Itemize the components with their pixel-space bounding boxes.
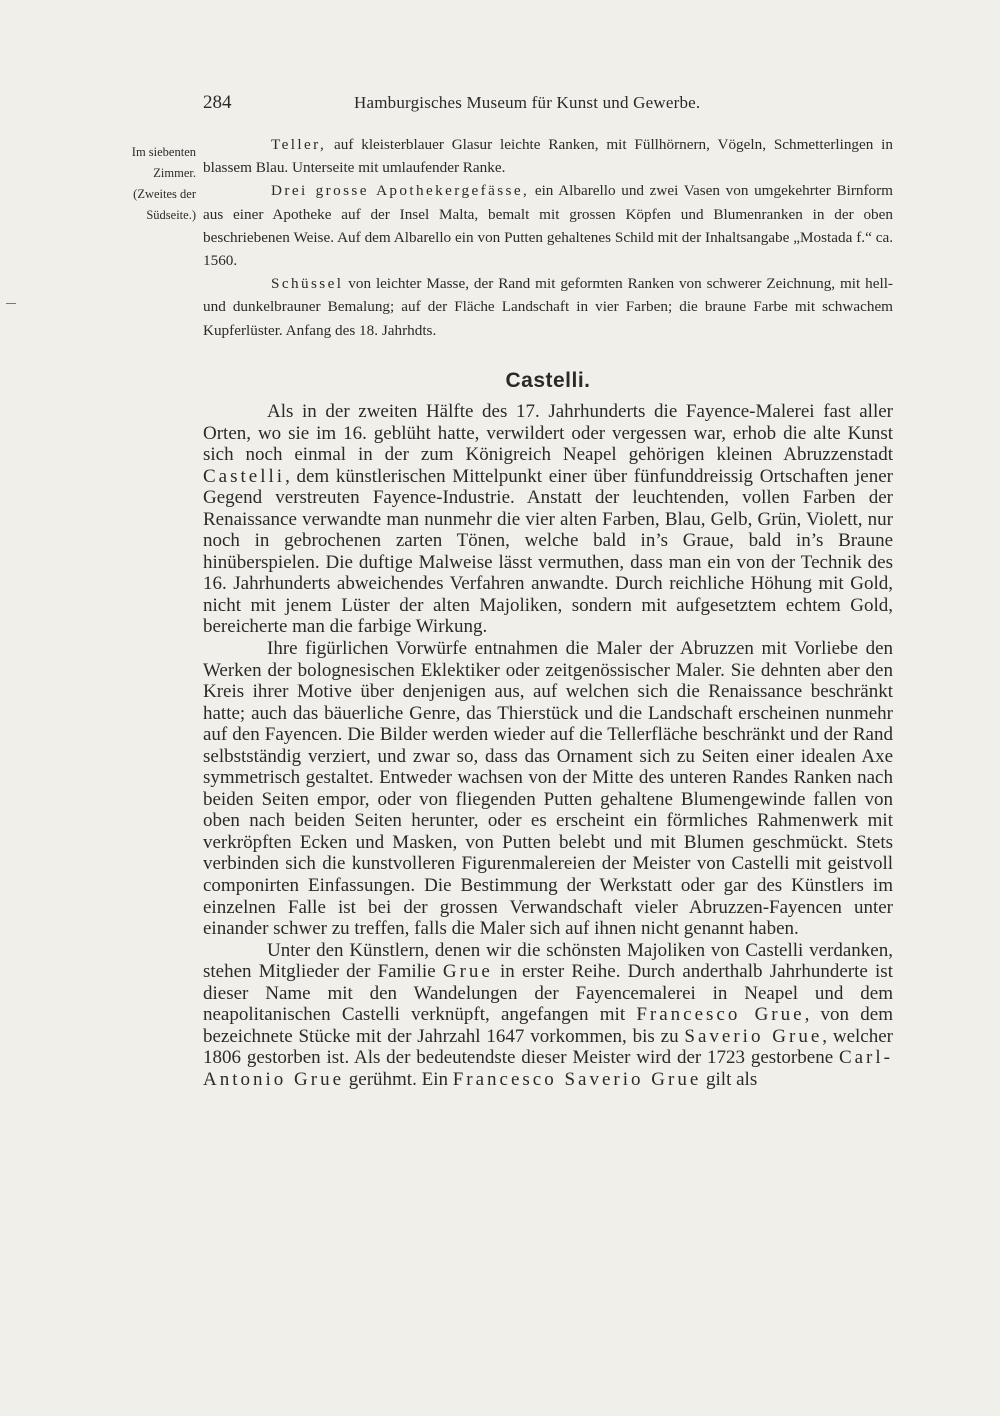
spaced-name: Grue bbox=[442, 961, 493, 983]
entry-text: von leichter Masse, der Rand mit geformten Ranken von schwerer Zeichnung, mit hell- und dunkelbrauner Bemalung; auf der Fläche Landschaft in vier Farben; die braune Farbe mit schwachem Kupferlüster. Anfang des 18. Jahrhdts. bbox=[203, 275, 893, 339]
entry-lead: Drei grosse Apothekergefässe, bbox=[271, 182, 530, 200]
margin-note-line: Im siebenten bbox=[131, 145, 196, 159]
section-heading: Castelli. bbox=[505, 369, 591, 392]
margin-note-line: (Zweites der bbox=[133, 187, 196, 201]
entry-text: auf kleisterblauer Glasur leichte Ranken, mit Füllhörnern, Vögeln, Schmetterlingen in blassem Blau. Unterseite mit umlaufender Ranke. bbox=[203, 136, 893, 177]
paragraph-text: Unter den Künstlern, denen wir die schönsten Majoliken von Castelli verdanken, stehen Mitglieder der Familie bbox=[203, 939, 893, 983]
margin-mark bbox=[6, 303, 16, 304]
entry-lead: Schüssel bbox=[271, 275, 344, 293]
spaced-name: Castelli bbox=[203, 465, 286, 487]
running-title: Hamburgisches Museum für Kunst und Gewerbe. bbox=[354, 93, 701, 112]
paragraph bbox=[203, 401, 893, 638]
paragraph-text: in erster Reihe. Durch anderthalb Jahrhunderte ist dieser Name mit den Wandelungen der Fayencemalerei in Neapel und dem neapolitanischen Castelli verknüpft, angefangen mit bbox=[203, 961, 893, 1026]
spaced-name: Saverio Grue bbox=[684, 1025, 823, 1047]
spaced-name: Francesco Grue bbox=[636, 1004, 805, 1026]
spaced-name: Francesco Saverio Grue bbox=[452, 1068, 702, 1090]
paragraph-text: , von dem bezeichnete Stücke mit der Jahrzahl 1647 vorkommen, bis zu bbox=[203, 1004, 893, 1047]
entry-text: ein Albarello und zwei Vasen von umgekehrter Birnform aus einer Apotheke auf der Insel Malta, bemalt mit grossen Köpfen und Blumenranken in der oben beschriebenen Weise. Auf dem Albarello ein von Putten gehaltenes Schild mit der Inhaltsangabe „Mostada f.“ ca. 1560. bbox=[203, 182, 893, 270]
margin-note-line: Zimmer. bbox=[153, 166, 196, 180]
paragraph: Ihre figürlichen Vorwürfe entnahmen die Maler der Abruzzen mit Vorliebe den Werken der bolognesischen Eklektiker oder zeitgenössischer Maler. Sie dehnten aber den Kreis ihrer Motive über denjenigen aus, auf welchen sich die Renaissance beschränkt hatte; auch das bäuerliche Genre, das Thierstück und die Landschaft erscheinen nunmehr auf den Fayencen. Die Bilder werden wieder auf die Tellerfläche beschränkt und der Rand selbstständig verziert, und zwar so, dass das Ornament sich zu Seiten einer idealen Axe symmetrisch gestaltet. Entweder wachsen von der Mitte des unteren Randes Ranken nach beiden Seiten empor, oder von fliegenden Putten gehaltene Blumengewinde fallen von oben nach beiden Seiten herunter, oder es erscheint ein förmliches Rahmenwerk mit verkröpften Ecken und Masken, von Putten belebt und mit Blumen geschmückt. Stets verbinden sich die kunstvolleren Figurenmalereien der Meister von Castelli mit geistvoll componirten Einfassungen. Die Bestimmung der Werkstatt oder gar des Künstlers im einzelnen Falle ist bei der grossen Verwandschaft vieler Abruzzen-Fayencen unter einander schwer zu treffen, falls die Maler sich auf ihnen nicht genannt haben. bbox=[203, 638, 893, 940]
paragraph-text: , dem künstlerischen Mittelpunkt einer über fünfunddreissig Ortschaften jener Gegend verstreuten Fayence-Industrie. Anstatt der leuchtenden, vollen Farben der Renaissance verwandte man nunmehr die vier alten Farben, Blau, Gelb, Grün, Violett, nur noch in gebrochenen zarten Tönen, welche bald in’s Graue, bald in’s Braune hinüberspielen. Die duftige Malweise lässt vermuthen, dass man ein von der Technik des 16. Jahrhunderts abweichendes Verfahren anwandte. Durch reichliche Höhung mit Gold, nicht mit jenem Lüster der alten Majoliken, sondern mit aufgesetztem echtem Gold, bereicherte man die farbige Wirkung. bbox=[203, 465, 893, 638]
entry-apotheke bbox=[203, 179, 893, 272]
entry-lead: Teller, bbox=[271, 136, 327, 153]
entry-teller bbox=[203, 133, 893, 179]
paragraph-text: , welcher 1806 gestorben ist. Als der bedeutendste dieser Meister wird der 1723 gestorbene bbox=[203, 1025, 893, 1069]
margin-note bbox=[84, 142, 196, 226]
page-header bbox=[203, 92, 893, 118]
paragraph-text: gilt als bbox=[701, 1068, 758, 1090]
section-body bbox=[203, 401, 893, 1091]
page-number: 284 bbox=[203, 92, 232, 113]
paragraph bbox=[203, 940, 893, 1091]
spaced-name: Carl-Antonio Grue bbox=[203, 1047, 893, 1090]
margin-note-line: Südseite.) bbox=[146, 208, 196, 222]
paragraph-text: Als in der zweiten Hälfte des 17. Jahrhunderts die Fayence-Malerei fast aller Orten, wo sie im 16. geblüht hatte, verwildert oder vergessen war, erhob die alte Kunst sich noch einmal in der zum Königreich Neapel gehörigen kleinen Abruzzenstadt bbox=[203, 401, 893, 466]
entry-schuessel bbox=[203, 272, 893, 342]
paragraph-text: gerühmt. Ein bbox=[344, 1068, 453, 1090]
catalogue-entries bbox=[203, 133, 893, 342]
